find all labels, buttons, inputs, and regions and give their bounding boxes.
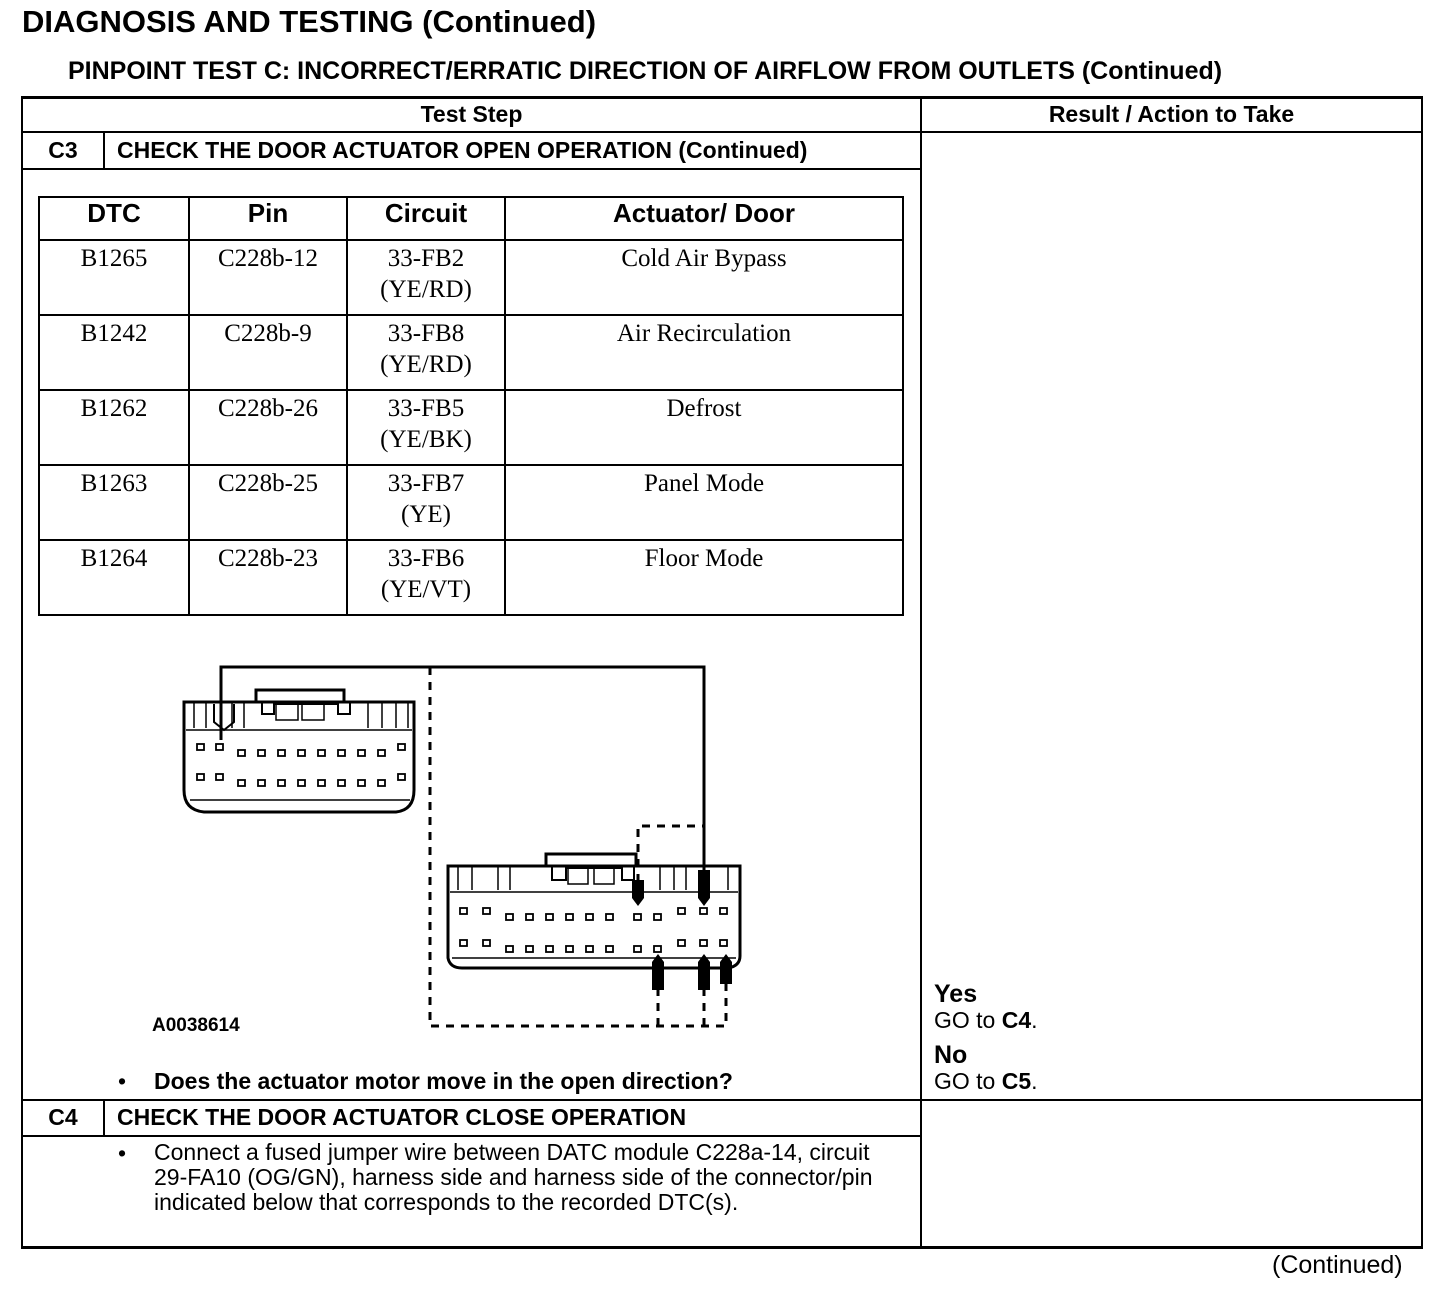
connector-c228a <box>184 690 414 812</box>
pin-cell: C228b-12 <box>189 240 347 315</box>
dtc-cell: B1264 <box>39 540 189 615</box>
dtc-cell: B1262 <box>39 390 189 465</box>
probe-tips <box>632 870 732 990</box>
figure-id: A0038614 <box>152 1015 240 1036</box>
page-title: DIAGNOSIS AND TESTING (Continued) <box>22 4 597 39</box>
bullet-marker: • <box>118 1068 127 1094</box>
result-no-action <box>934 1068 1038 1095</box>
step-id-c4: C4 <box>48 1104 78 1130</box>
actuator-door-cell: Air Recirculation <box>505 315 903 390</box>
circuit-number: 33-FB2 <box>387 245 465 272</box>
wire-color: (YE/BK) <box>380 426 472 453</box>
period: . <box>1031 1068 1038 1094</box>
connector-c228b <box>448 854 740 968</box>
pin-cell: C228b-9 <box>189 315 347 390</box>
jumper-wire-solid <box>221 667 704 880</box>
period: . <box>1031 1007 1038 1033</box>
dtc-cell: B1263 <box>39 465 189 540</box>
dtc-cell: B1242 <box>39 315 189 390</box>
actuator-door-cell: Defrost <box>505 390 903 465</box>
go-to-link-c5[interactable]: C5 <box>1001 1068 1032 1094</box>
result-no-label: No <box>934 1041 968 1069</box>
pinpoint-test-title: PINPOINT TEST C: INCORRECT/ERRATIC DIRECTION OF AIRFLOW FROM OUTLETS (Continued) <box>68 57 1223 85</box>
pin-cell: C228b-25 <box>189 465 347 540</box>
circuit-column-header: Circuit <box>347 197 505 240</box>
column-header-result-action: Result / Action to Take <box>1048 101 1295 127</box>
wire-color: (YE/RD) <box>380 276 472 303</box>
circuit-number: 33-FB8 <box>387 320 465 347</box>
dtc-column-header: DTC <box>39 197 189 240</box>
continued-label: (Continued) <box>1272 1251 1403 1279</box>
go-to-link-c4[interactable]: C4 <box>1001 1007 1032 1033</box>
bullet-marker: • <box>118 1140 127 1166</box>
wire-color: (YE/VT) <box>380 576 472 603</box>
step-id-c3: C3 <box>48 137 78 163</box>
jumper-wire-dashed <box>430 667 726 1026</box>
go-to-text: GO to <box>934 1007 1002 1033</box>
actuator-door-cell: Floor Mode <box>505 540 903 615</box>
actuator-door-column-header: Actuator/ Door <box>505 197 903 240</box>
column-header-test-step: Test Step <box>420 101 523 127</box>
step-instruction-c4: Connect a fused jumper wire between DATC module C228a-14, circuit 29-FA10 (OG/GN), harness side and harness side of the connector/pin indicated below that corresponds to the recorded DTC(s). <box>154 1139 873 1215</box>
result-yes-action <box>934 1007 1038 1034</box>
wire-color: (YE) <box>401 501 451 528</box>
step-title-c4: CHECK THE DOOR ACTUATOR CLOSE OPERATION <box>117 1104 687 1130</box>
go-to-text: GO to <box>934 1068 1002 1094</box>
result-yes-label: Yes <box>934 980 978 1008</box>
pin-column-header: Pin <box>189 197 347 240</box>
circuit-number: 33-FB6 <box>387 545 465 572</box>
step-question-c3: Does the actuator motor move in the open direction? <box>154 1068 733 1094</box>
actuator-door-cell: Panel Mode <box>505 465 903 540</box>
dtc-cell: B1265 <box>39 240 189 315</box>
circuit-number: 33-FB5 <box>387 395 465 422</box>
connector-c228a-pins <box>197 744 405 786</box>
connector-c228b-pins <box>460 908 727 952</box>
circuit-number: 33-FB7 <box>387 470 465 497</box>
pin-cell: C228b-23 <box>189 540 347 615</box>
step-title-c3: CHECK THE DOOR ACTUATOR OPEN OPERATION (Continued) <box>117 137 808 163</box>
wire-color: (YE/RD) <box>380 351 472 378</box>
pin-cell: C228b-26 <box>189 390 347 465</box>
actuator-door-cell: Cold Air Bypass <box>505 240 903 315</box>
